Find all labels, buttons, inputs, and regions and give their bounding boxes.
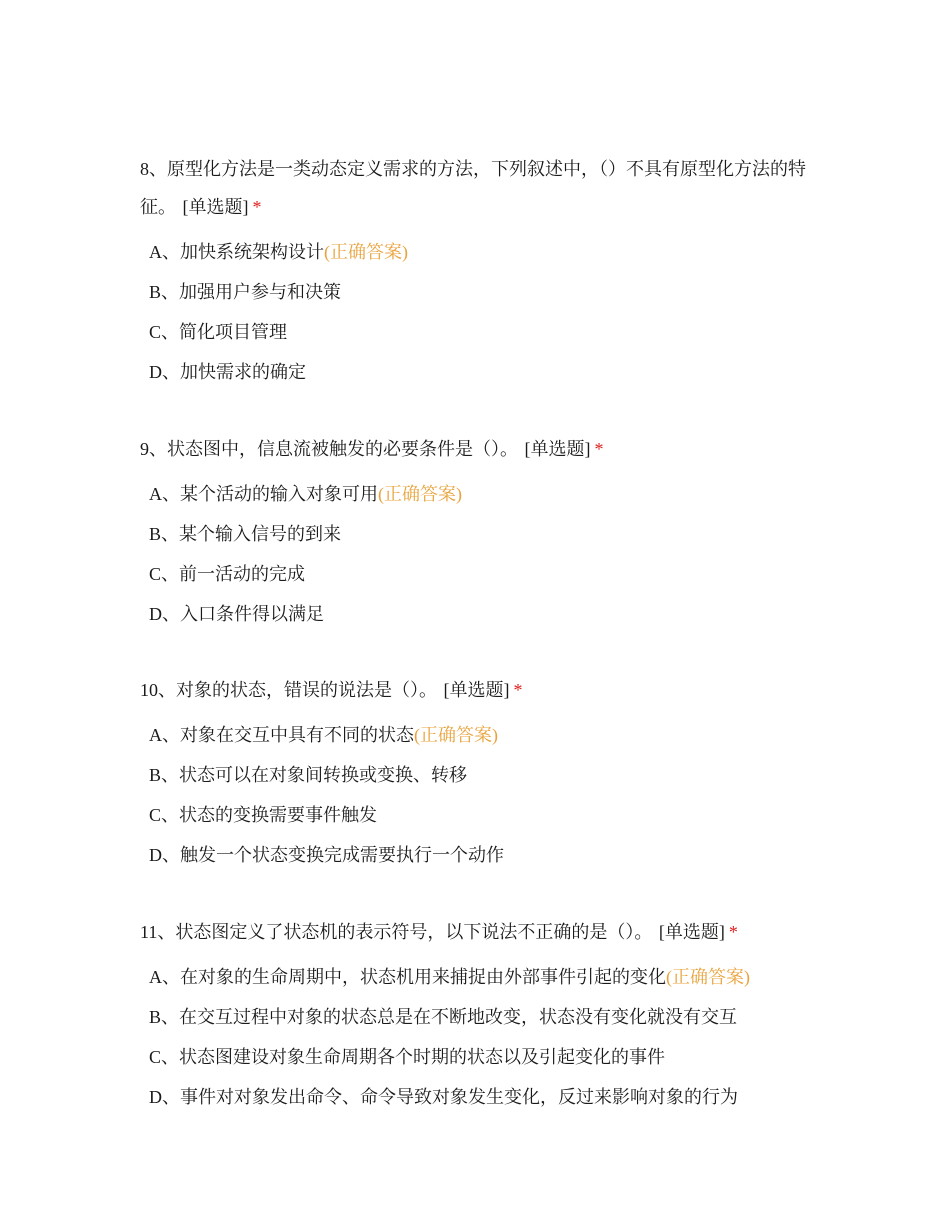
option-c[interactable]: [140, 312, 820, 352]
option-a[interactable]: [140, 957, 820, 997]
option-label: C、状态的变换需要事件触发: [149, 805, 378, 825]
correct-answer-note: (正确答案): [414, 725, 498, 745]
option-d[interactable]: [140, 1077, 820, 1117]
question-type-tag: [单选题]: [443, 680, 510, 700]
option-label: B、状态可以在对象间转换或变换、转移: [149, 765, 468, 785]
option-label: A、加快系统架构设计: [149, 242, 324, 262]
required-marker: *: [513, 680, 523, 700]
option-list: [140, 957, 820, 1117]
option-list: [140, 715, 820, 875]
option-list: [140, 232, 820, 392]
option-list: [140, 474, 820, 634]
option-label: C、状态图建设对象生命周期各个时期的状态以及引起变化的事件: [149, 1047, 666, 1067]
option-c[interactable]: [140, 1037, 820, 1077]
option-d[interactable]: [140, 835, 820, 875]
option-label: C、简化项目管理: [149, 322, 288, 342]
question-8: [140, 150, 820, 392]
question-stem: [140, 671, 820, 709]
question-type-tag: [单选题]: [524, 439, 591, 459]
option-c[interactable]: [140, 795, 820, 835]
option-label: A、对象在交互中具有不同的状态: [149, 725, 414, 745]
option-b[interactable]: [140, 514, 820, 554]
question-9: [140, 430, 820, 634]
question-stem: [140, 150, 820, 226]
question-stem: [140, 913, 820, 951]
question-text: 8、原型化方法是一类动态定义需求的方法，下列叙述中，（）不具有原型化方法的特征。: [140, 159, 806, 217]
option-label: B、某个输入信号的到来: [149, 524, 342, 544]
question-text: 10、对象的状态，错误的说法是（）。: [140, 680, 437, 700]
option-label: D、加快需求的确定: [149, 362, 306, 382]
option-a[interactable]: [140, 474, 820, 514]
correct-answer-note: (正确答案): [666, 967, 750, 987]
option-b[interactable]: [140, 755, 820, 795]
option-a[interactable]: [140, 232, 820, 272]
option-label: A、在对象的生命周期中，状态机用来捕捉由外部事件引起的变化: [149, 967, 666, 987]
option-c[interactable]: [140, 554, 820, 594]
option-label: B、加强用户参与和决策: [149, 282, 342, 302]
option-label: D、入口条件得以满足: [149, 604, 324, 624]
option-label: B、在交互过程中对象的状态总是在不断地改变，状态没有变化就没有交互: [149, 1007, 738, 1027]
option-label: D、事件对对象发出命令、命令导致对象发生变化，反过来影响对象的行为: [149, 1087, 738, 1107]
option-d[interactable]: [140, 352, 820, 392]
correct-answer-note: (正确答案): [378, 484, 462, 504]
question-10: [140, 671, 820, 875]
required-marker: *: [252, 197, 262, 217]
question-type-tag: [单选题]: [182, 197, 249, 217]
option-d[interactable]: [140, 594, 820, 634]
question-text: 9、状态图中，信息流被触发的必要条件是（）。: [140, 439, 518, 459]
question-type-tag: [单选题]: [658, 922, 725, 942]
option-label: D、触发一个状态变换完成需要执行一个动作: [149, 845, 504, 865]
question-stem: [140, 430, 820, 468]
question-11: [140, 913, 820, 1117]
question-text: 11、状态图定义了状态机的表示符号，以下说法不正确的是（）。: [140, 922, 653, 942]
option-label: C、前一活动的完成: [149, 564, 306, 584]
option-b[interactable]: [140, 272, 820, 312]
option-label: A、某个活动的输入对象可用: [149, 484, 378, 504]
required-marker: *: [594, 439, 604, 459]
option-a[interactable]: [140, 715, 820, 755]
required-marker: *: [728, 922, 738, 942]
correct-answer-note: (正确答案): [324, 242, 408, 262]
option-b[interactable]: [140, 997, 820, 1037]
